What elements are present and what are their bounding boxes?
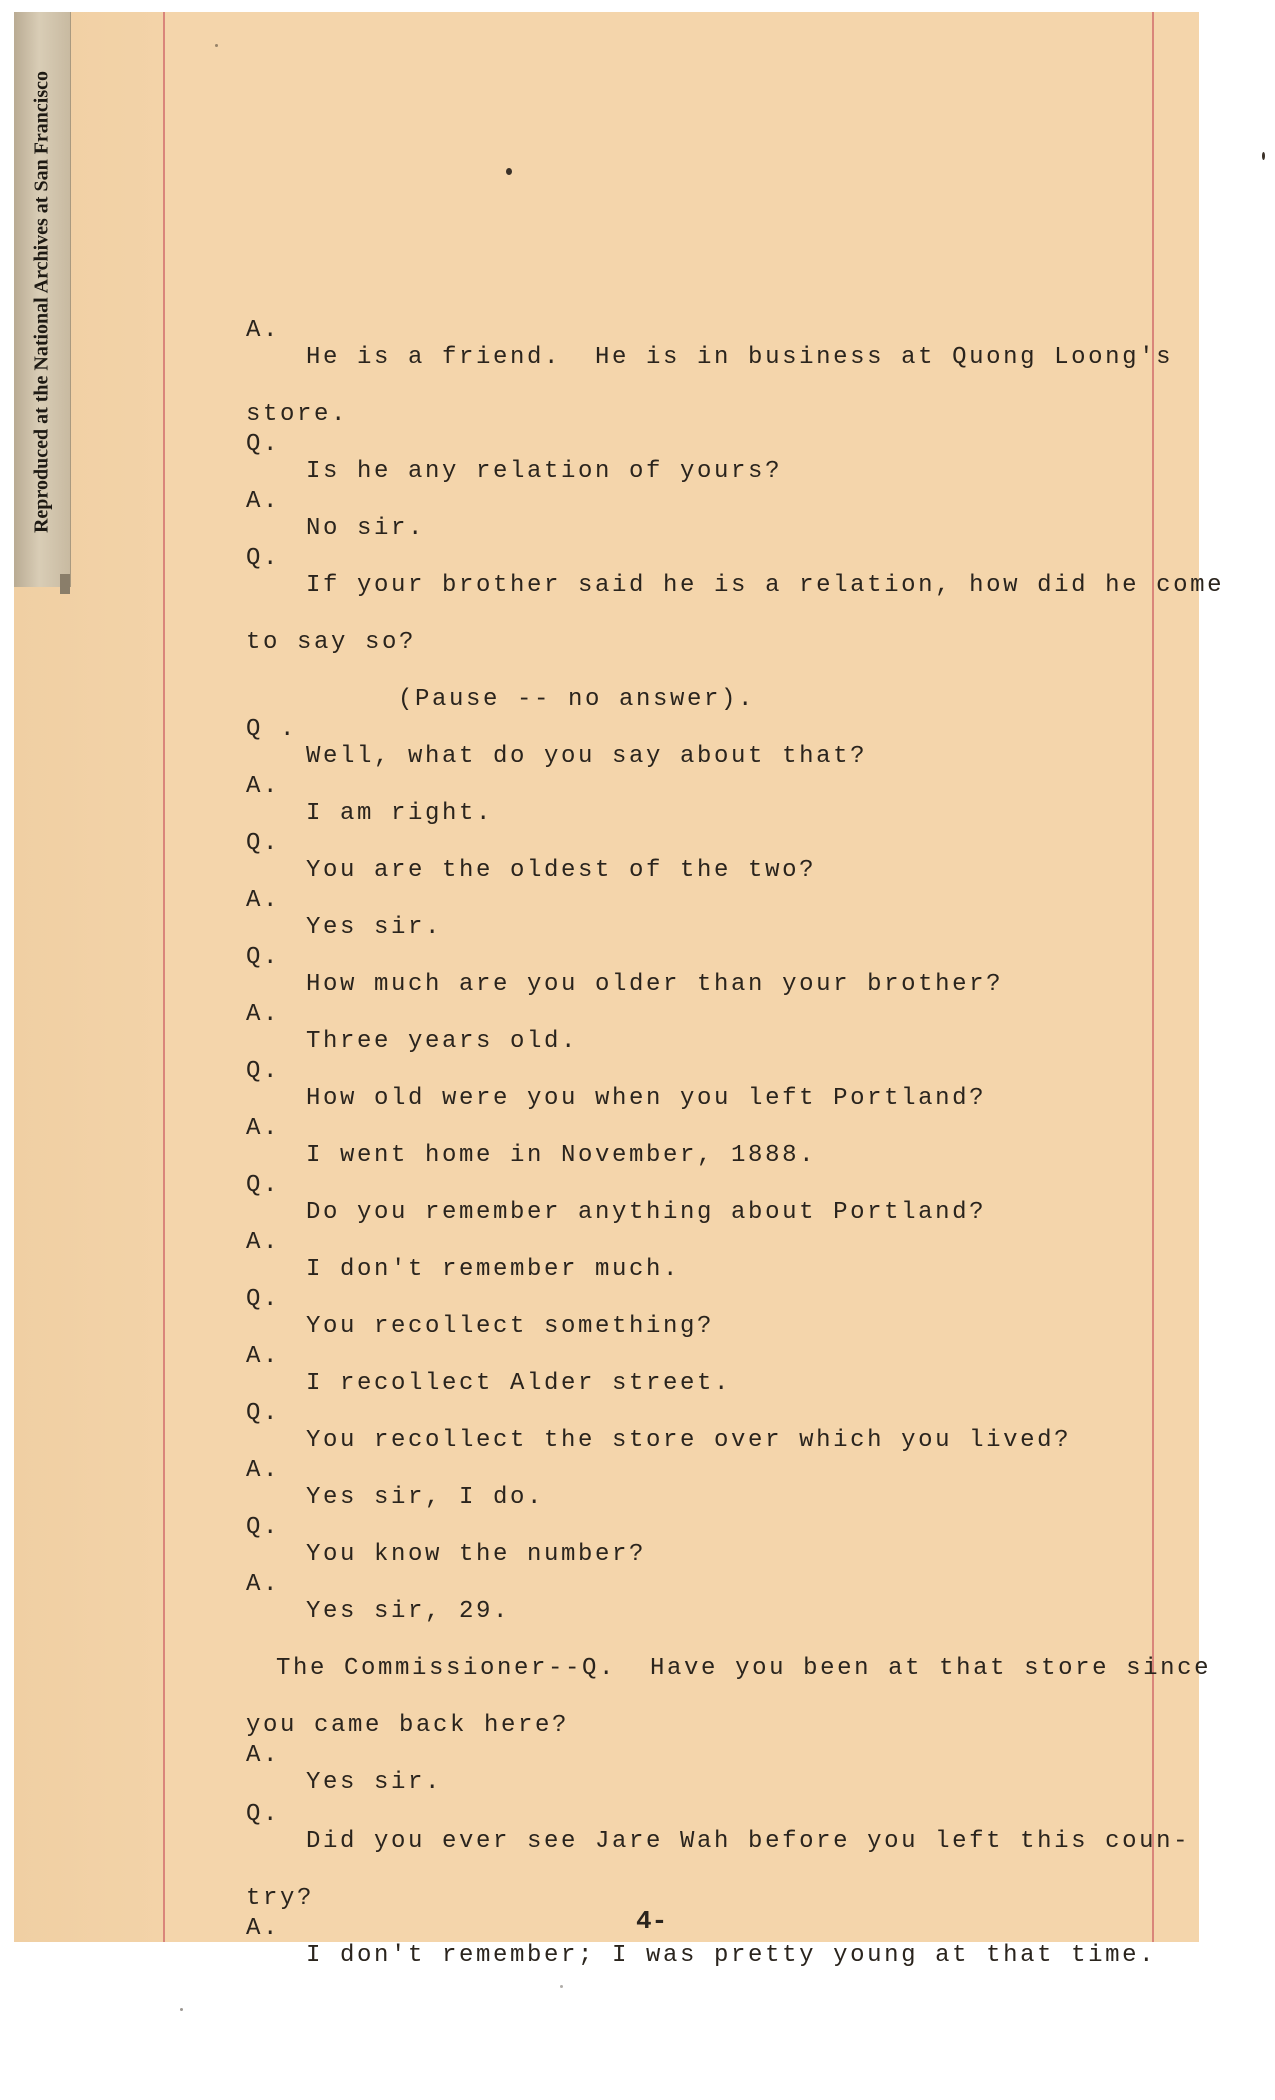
line-marker: Q. <box>246 944 281 971</box>
line-marker: A. <box>246 773 281 800</box>
line-marker: Q . <box>246 716 298 743</box>
line-text: If your brother said he is a relation, how did he come <box>306 572 1225 599</box>
line-text: Is he any relation of yours? <box>306 458 783 485</box>
line-text: How much are you older than your brother? <box>306 971 1004 998</box>
ink-speck <box>180 2008 183 2011</box>
line-text: try? <box>246 1885 315 1912</box>
line-marker: A. <box>246 317 281 344</box>
line-text: He is a friend. He is in business at Quong Loong's <box>306 344 1174 371</box>
ink-speck <box>215 44 218 47</box>
line-marker: A. <box>246 887 281 914</box>
line-text: Three years old. <box>306 1028 579 1055</box>
line-text: Yes sir. <box>306 1769 443 1796</box>
line-marker: Q. <box>246 830 281 857</box>
line-marker: Q. <box>246 1801 281 1828</box>
line-text: You recollect the store over which you lived? <box>306 1427 1072 1454</box>
ink-speck <box>1262 152 1265 160</box>
line-marker: A. <box>246 1343 281 1370</box>
left-margin-rule <box>163 12 165 1942</box>
line-text: How old were you when you left Portland? <box>306 1085 987 1112</box>
ink-speck <box>506 168 512 175</box>
line-marker: A. <box>246 1115 281 1142</box>
line-marker: A. <box>246 1742 281 1769</box>
line-marker: A. <box>246 1001 281 1028</box>
line-text: Well, what do you say about that? <box>306 743 868 770</box>
line-text: The Commissioner--Q. Have you been at that store since <box>276 1655 1212 1682</box>
line-marker: A. <box>246 1457 281 1484</box>
line-text: I recollect Alder street. <box>306 1370 732 1397</box>
page-number: 4- <box>636 1906 668 1936</box>
line-marker: A. <box>246 488 281 515</box>
line-marker: A. <box>246 1571 281 1598</box>
line-text: Yes sir, I do. <box>306 1484 545 1511</box>
line-marker: Q. <box>246 1172 281 1199</box>
right-margin-rule <box>1152 12 1154 1942</box>
line-text: Yes sir. <box>306 914 443 941</box>
line-marker: Q. <box>246 1400 281 1427</box>
line-marker: A. <box>246 1915 281 1942</box>
line-text: I am right. <box>306 800 494 827</box>
line-text: No sir. <box>306 515 426 542</box>
line-text: You recollect something? <box>306 1313 715 1340</box>
line-text: I went home in November, 1888. <box>306 1142 817 1169</box>
line-text: to say so? <box>246 629 417 656</box>
line-marker: Q. <box>246 1514 281 1541</box>
line-text: I don't remember; I was pretty young at that time. <box>306 1942 1157 1969</box>
line-text: you came back here? <box>246 1712 570 1739</box>
line-marker: A. <box>246 1229 281 1256</box>
line-marker: Q. <box>246 431 281 458</box>
archive-stamp-text: Reproduced at the National Archives at San Francisco <box>30 70 53 534</box>
line-text: (Pause -- no answer). <box>398 686 756 713</box>
line-text: Did you ever see Jare Wah before you left this coun- <box>306 1828 1191 1855</box>
line-marker: Q. <box>246 545 281 572</box>
line-marker: Q. <box>246 1058 281 1085</box>
line-text: Do you remember anything about Portland? <box>306 1199 987 1226</box>
line-text: store. <box>246 401 349 428</box>
line-text: I don't remember much. <box>306 1256 681 1283</box>
ink-speck <box>560 1985 563 1988</box>
line-text: You know the number? <box>306 1541 647 1568</box>
line-text: You are the oldest of the two? <box>306 857 817 884</box>
line-marker: Q. <box>246 1286 281 1313</box>
line-text: Yes sir, 29. <box>306 1598 511 1625</box>
